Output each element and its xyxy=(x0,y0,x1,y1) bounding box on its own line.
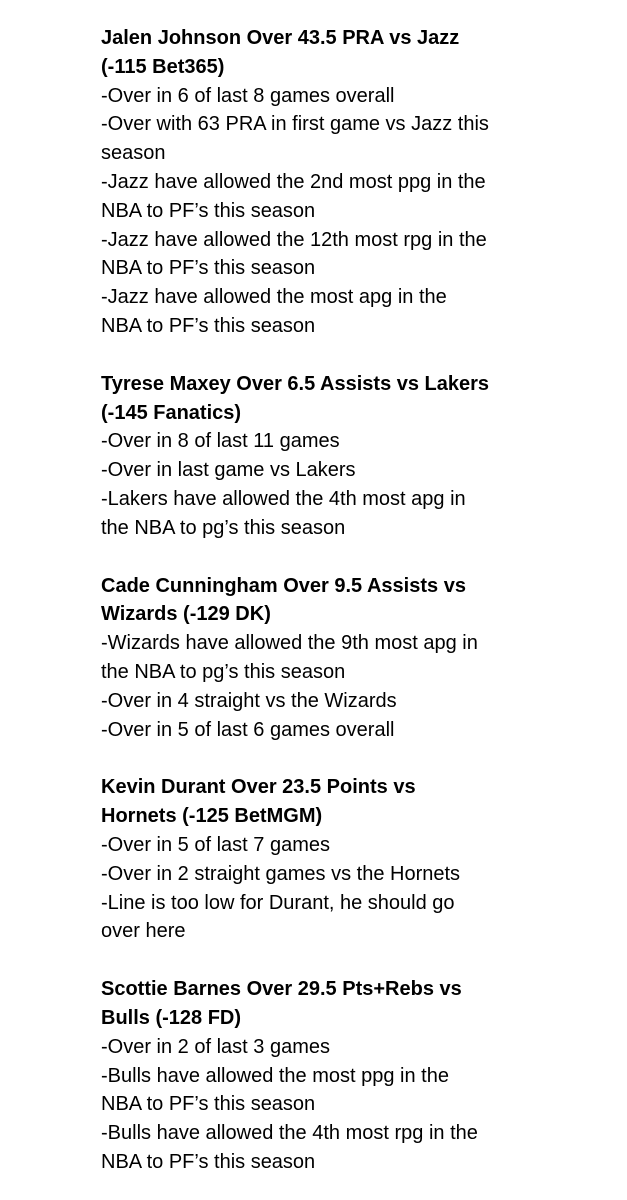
pick-block xyxy=(101,24,607,341)
pick-note: -Bulls have allowed the 4th most rpg in the xyxy=(101,1122,478,1145)
pick-odds: Wizards (-129 DK) xyxy=(101,603,271,626)
pick-note: the NBA to pg’s this season xyxy=(101,516,346,539)
pick-note: -Over in 5 of last 6 games overall xyxy=(101,718,395,741)
pick-title: Jalen Johnson Over 43.5 PRA vs Jazz xyxy=(101,27,460,49)
pick-block xyxy=(101,572,607,745)
pick-note: -Over in 4 straight vs the Wizards xyxy=(101,689,397,712)
pick-note: NBA to PF’s this season xyxy=(101,257,316,280)
pick-note: season xyxy=(101,142,166,165)
pick-note: NBA to PF’s this season xyxy=(101,314,316,337)
pick-note: over here xyxy=(101,920,186,943)
pick-title: Tyrese Maxey Over 6.5 Assists vs Lakers xyxy=(101,372,490,395)
pick-note: -Over in 2 straight games vs the Hornets xyxy=(101,862,461,885)
pick-odds: Hornets (-125 BetMGM) xyxy=(101,805,323,828)
pick-note: -Over in last game vs Lakers xyxy=(101,459,356,482)
pick-title: Scottie Barnes Over 29.5 Pts+Rebs vs xyxy=(101,978,462,1001)
pick-block xyxy=(101,773,607,946)
pick-note: NBA to PF’s this season xyxy=(101,1150,316,1173)
pick-title: Cade Cunningham Over 9.5 Assists vs xyxy=(101,574,466,597)
pick-note: -Jazz have allowed the most apg in the xyxy=(101,286,447,309)
pick-note: -Jazz have allowed the 2nd most ppg in the xyxy=(101,170,486,193)
pick-note: -Over in 2 of last 3 games xyxy=(101,1035,330,1058)
pick-block xyxy=(101,370,607,543)
pick-odds: (-115 Bet365) xyxy=(101,55,225,78)
pick-note: -Wizards have allowed the 9th most apg in xyxy=(101,632,478,655)
pick-note: -Jazz have allowed the 12th most rpg in the xyxy=(101,228,487,251)
pick-note: -Over in 6 of last 8 games overall xyxy=(101,84,395,107)
pick-note: the NBA to pg’s this season xyxy=(101,660,346,683)
pick-note: NBA to PF’s this season xyxy=(101,1093,316,1116)
pick-note: -Over in 8 of last 11 games xyxy=(101,430,340,453)
pick-note: -Over in 5 of last 7 games xyxy=(101,833,330,856)
pick-note: -Over with 63 PRA in first game vs Jazz this xyxy=(101,113,489,136)
pick-note: NBA to PF’s this season xyxy=(101,199,316,222)
pick-note: -Bulls have allowed the most ppg in the xyxy=(101,1064,449,1087)
pick-title: Kevin Durant Over 23.5 Points vs xyxy=(101,776,416,799)
pick-note: -Lakers have allowed the 4th most apg in xyxy=(101,487,466,510)
pick-block xyxy=(101,975,607,1177)
pick-odds: Bulls (-128 FD) xyxy=(101,1006,242,1029)
pick-note: -Line is too low for Durant, he should go xyxy=(101,891,455,914)
pick-odds: (-145 Fanatics) xyxy=(101,401,242,424)
